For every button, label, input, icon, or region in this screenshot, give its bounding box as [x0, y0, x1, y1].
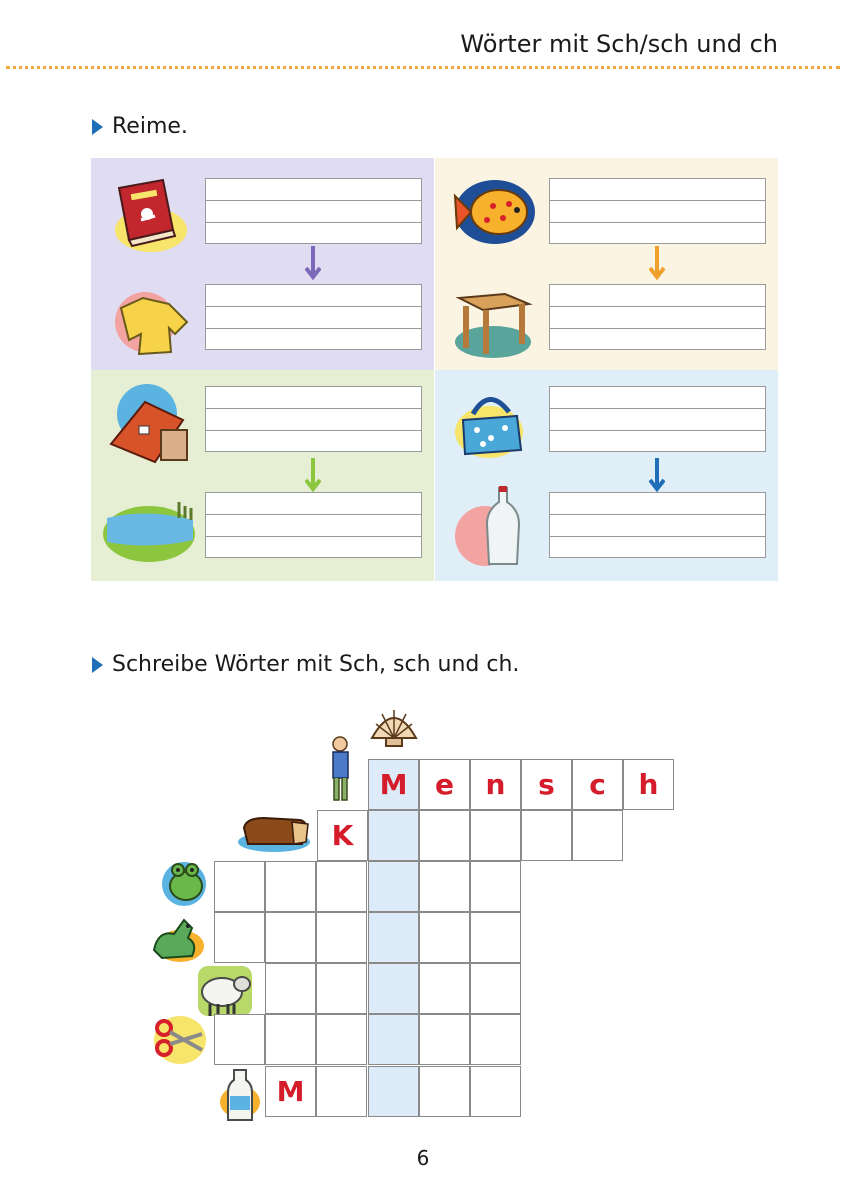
empty-cell-spacer	[214, 963, 265, 1014]
crossword-cell[interactable]	[470, 912, 521, 963]
rhyme-exercise	[91, 158, 778, 581]
answer-lines-top[interactable]	[549, 386, 766, 452]
crossword-cell[interactable]	[214, 861, 265, 912]
task-arrow-icon	[92, 657, 103, 673]
task-crossword-heading	[92, 652, 519, 677]
task-instruction: Reime.	[112, 114, 188, 139]
rhyme-pair-2	[435, 158, 778, 370]
crossword-cell[interactable]	[419, 861, 470, 912]
table-icon	[449, 278, 535, 362]
crossword-cell[interactable]	[368, 1014, 419, 1065]
cell-letter: M	[379, 768, 408, 801]
crossword-cell[interactable]	[470, 861, 521, 912]
cell-letter: s	[538, 768, 555, 801]
shell-icon	[368, 704, 420, 754]
crossword-cell[interactable]	[470, 963, 521, 1014]
page-title: Wörter mit Sch/sch und ch	[460, 30, 778, 58]
answer-lines-top[interactable]	[205, 386, 422, 452]
roof-icon	[105, 380, 191, 464]
crossword-cell[interactable]	[470, 810, 521, 861]
crossword-cell[interactable]	[316, 912, 367, 963]
fish-icon	[449, 170, 535, 254]
sweater-icon	[105, 278, 191, 362]
arrow-down-icon	[649, 458, 665, 492]
task-instruction: Schreibe Wörter mit Sch, sch und ch.	[112, 652, 520, 677]
arrow-down-icon	[305, 246, 321, 280]
milk-bottle-icon	[218, 1066, 262, 1122]
book-icon	[105, 170, 191, 254]
bottle-icon	[449, 484, 535, 568]
crossword-cell[interactable]	[419, 963, 470, 1014]
rhyme-pair-3	[91, 370, 434, 581]
crossword-cell[interactable]	[419, 810, 470, 861]
person-icon	[326, 734, 356, 802]
bag-icon	[449, 380, 535, 464]
scissors-icon	[150, 1012, 208, 1066]
crossword-cell[interactable]	[572, 810, 623, 861]
crossword-cell[interactable]	[265, 963, 316, 1014]
answer-lines-bottom[interactable]	[205, 284, 422, 350]
bread-icon	[236, 812, 314, 854]
crossword-cell[interactable]	[368, 912, 419, 963]
answer-lines-bottom[interactable]	[549, 284, 766, 350]
crossword-cell[interactable]	[368, 1066, 419, 1117]
crossword-cell[interactable]	[470, 1066, 521, 1117]
crossword-cell[interactable]	[316, 861, 367, 912]
crossword-cell[interactable]	[419, 1014, 470, 1065]
cell-letter: h	[638, 768, 659, 801]
crossword-cell[interactable]	[368, 963, 419, 1014]
answer-lines-top[interactable]	[549, 178, 766, 244]
crossword-cell[interactable]	[368, 810, 419, 861]
crossword-cell[interactable]	[265, 1014, 316, 1065]
task-rhymes-heading	[92, 114, 188, 139]
cell-letter: M	[276, 1075, 305, 1108]
cell-letter: e	[435, 768, 454, 801]
crossword-cell[interactable]	[368, 861, 419, 912]
crossword-cell[interactable]	[316, 1014, 367, 1065]
answer-lines-bottom[interactable]	[205, 492, 422, 558]
crossword-cell[interactable]	[316, 1066, 367, 1117]
crossword-cell[interactable]	[470, 1014, 521, 1065]
crossword-cell[interactable]	[419, 1066, 470, 1117]
crossword-cell[interactable]	[214, 1014, 265, 1065]
rhyme-pair-4	[435, 370, 778, 581]
answer-lines-bottom[interactable]	[549, 492, 766, 558]
answer-lines-top[interactable]	[205, 178, 422, 244]
arrow-down-icon	[649, 246, 665, 280]
dotted-divider	[6, 66, 840, 69]
crossword-cell[interactable]	[265, 861, 316, 912]
cell-letter: c	[589, 768, 606, 801]
frog-icon	[158, 854, 212, 908]
crossword-cell[interactable]	[214, 912, 265, 963]
task-arrow-icon	[92, 119, 103, 135]
crossword-cell[interactable]	[316, 963, 367, 1014]
cell-letter: K	[331, 819, 354, 852]
page-number: 6	[416, 1146, 430, 1170]
rhyme-pair-1	[91, 158, 434, 370]
pond-icon	[101, 488, 197, 572]
crossword-cell[interactable]	[265, 912, 316, 963]
crossword-cell[interactable]	[419, 912, 470, 963]
arrow-down-icon	[305, 458, 321, 492]
cell-letter: n	[485, 768, 506, 801]
crossword-cell[interactable]	[521, 810, 572, 861]
dragon-icon	[148, 910, 206, 964]
